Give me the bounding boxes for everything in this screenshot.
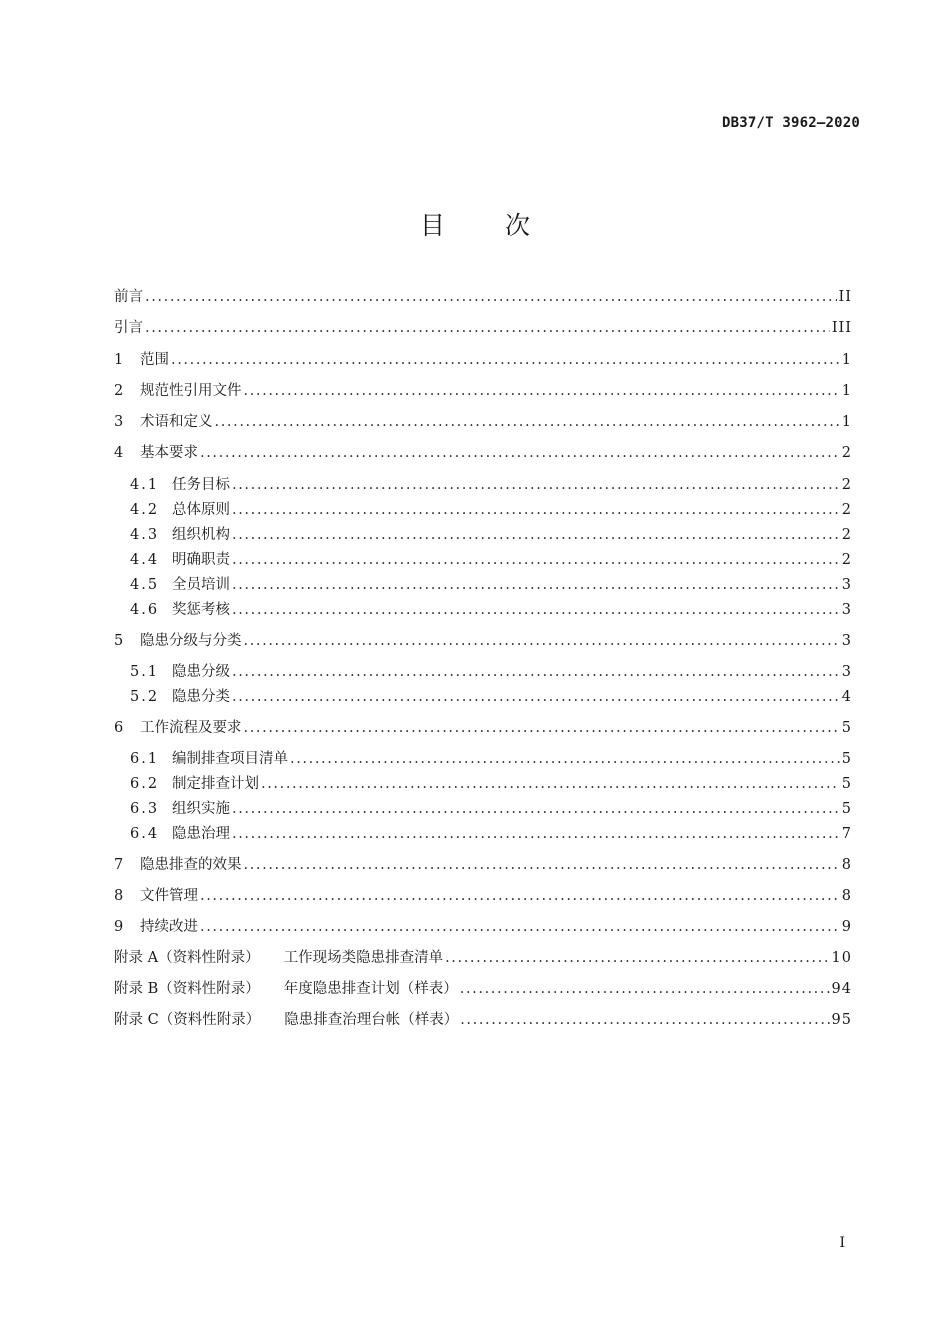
toc-leader-dots [232,499,840,521]
toc-entry[interactable] [114,854,852,876]
toc-entry[interactable] [114,442,852,464]
toc-entry-number: 5.2 [130,689,160,705]
toc-entry-label: 工作现场类隐患排查清单 [283,950,444,966]
toc-entry-label: 隐患排查的效果 [140,857,242,873]
toc-entry[interactable] [130,748,852,770]
toc-leader-dots [460,978,830,1000]
toc-entry-page: 5 [841,720,852,736]
toc-leader-dots [232,524,840,546]
toc-entry-page: 2 [841,527,852,543]
toc-entry-label: 范围 [140,352,169,368]
toc-entry[interactable] [130,823,852,845]
toc-leader-dots [244,717,840,739]
toc-leader-dots [460,1009,829,1031]
toc-entry-label: 术语和定义 [140,414,213,430]
page-number: I [839,1235,845,1251]
toc-entry-label: 组织实施 [172,801,230,817]
toc-entry-page: 9 [841,919,852,935]
toc-entry[interactable] [114,380,852,402]
toc-entry-number: 6.3 [130,801,160,817]
toc-entry-label: 隐患分类 [172,689,230,705]
toc-entry-page: 8 [841,857,852,873]
toc-entry-label: 明确职责 [172,552,230,568]
toc-entry-number: 4.4 [130,552,160,568]
toc-entry-label: 基本要求 [140,445,198,461]
toc-entry-label: 任务目标 [172,477,230,493]
toc-entry[interactable] [130,574,852,596]
toc-leader-dots [232,661,840,683]
toc-entry[interactable] [130,599,852,621]
toc-leader-dots [145,317,830,339]
toc-leader-dots [232,474,840,496]
toc-entry-number: 4.6 [130,602,160,618]
toc-leader-dots [215,411,840,433]
toc-leader-dots [244,630,840,652]
toc-entry-label: 工作流程及要求 [140,720,242,736]
toc-entry-page: II [838,289,852,305]
toc-entry-label: 持续改进 [140,919,198,935]
toc-entry[interactable] [130,661,852,683]
toc-entry-page: 2 [841,445,852,461]
toc-entry-page: 4 [841,689,852,705]
toc-entry-number: 附录 A（资料性附录） [114,950,260,966]
toc-leader-dots [145,286,837,308]
toc-entry-page: 3 [841,664,852,680]
toc-entry-label: 隐患治理 [172,826,230,842]
toc-entry[interactable] [130,549,852,571]
toc-entry[interactable] [130,798,852,820]
toc-entry[interactable] [130,499,852,521]
toc-entry-page: 5 [841,801,852,817]
toc-entry[interactable] [114,947,852,969]
toc-leader-dots [232,549,840,571]
toc-entry-number: 4.1 [130,477,160,493]
toc-entry-label: 全员培训 [172,577,230,593]
toc-entry-number: 6 [114,720,124,736]
toc-entry[interactable] [114,885,852,907]
toc-entry[interactable] [130,686,852,708]
toc-entry-page: 94 [831,981,852,997]
toc-entry-number: 5 [114,633,124,649]
toc-entry-number: 6.4 [130,826,160,842]
toc-entry-page: 1 [841,383,852,399]
toc-entry-number: 6.1 [130,751,160,767]
toc-entry-page: 3 [841,577,852,593]
toc-entry-page: 3 [841,633,852,649]
toc-entry[interactable] [114,349,852,371]
toc-leader-dots [232,823,840,845]
toc-entry[interactable] [114,978,852,1000]
toc-entry-page: 5 [841,776,852,792]
toc-entry-page: 2 [841,552,852,568]
toc-leader-dots [200,885,840,907]
toc-entry[interactable] [114,286,852,308]
toc-entry-page: 2 [841,502,852,518]
toc-entry-page: 5 [841,751,852,767]
toc-entry-number: 4.5 [130,577,160,593]
toc-entry-label: 总体原则 [172,502,230,518]
toc-entry-number: 3 [114,414,124,430]
toc-entry[interactable] [130,773,852,795]
toc-entry-label: 年度隐患排查计划（样表） [283,981,458,997]
toc-entry-number: 8 [114,888,124,904]
toc-entry-page: 7 [841,826,852,842]
toc-entry-number: 1 [114,352,124,368]
toc-entry-label: 隐患分级 [172,664,230,680]
toc-entry[interactable] [114,317,852,339]
toc-entry-page: 3 [841,602,852,618]
toc-entry-label: 隐患排查治理台帐（样表） [284,1012,459,1028]
toc-entry[interactable] [114,916,852,938]
toc-entry[interactable] [114,411,852,433]
toc-entry[interactable] [114,630,852,652]
toc-entry-label: 编制排查项目清单 [172,751,288,767]
toc-leader-dots [290,748,840,770]
toc-entry-number: 4.3 [130,527,160,543]
toc-entry-number: 4.2 [130,502,160,518]
toc-entry[interactable] [130,474,852,496]
toc-entry-page: III [831,320,852,336]
toc-entry-page: 8 [841,888,852,904]
toc-leader-dots [200,442,840,464]
toc-leader-dots [244,380,840,402]
toc-entry-page: 2 [841,477,852,493]
toc-entry-number: 7 [114,857,124,873]
document-code: DB37/T 3962—2020 [721,115,860,131]
toc-leader-dots [232,599,840,621]
toc-entry-label: 隐患分级与分类 [140,633,242,649]
toc-entry-number: 附录 C（资料性附录） [114,1012,261,1028]
toc-leader-dots [261,773,840,795]
toc-entry-label: 奖惩考核 [172,602,230,618]
toc-entry-page: 95 [831,1012,852,1028]
toc-entry-number: 6.2 [130,776,160,792]
toc-entry[interactable] [114,717,852,739]
toc-entry-number: 附录 B（资料性附录） [114,981,260,997]
toc-entry-label: 文件管理 [140,888,198,904]
toc-entry-label: 组织机构 [172,527,230,543]
toc-entry-label: 制定排查计划 [172,776,259,792]
toc-entry-label: 前言 [114,289,143,305]
page-title: 目 次 [420,211,556,240]
toc-entry-number: 5.1 [130,664,160,680]
toc-leader-dots [232,574,840,596]
toc-entry-label: 引言 [114,320,143,336]
toc-entry-number: 2 [114,383,124,399]
toc-entry[interactable] [114,1009,852,1031]
toc-leader-dots [232,798,840,820]
toc-entry-number: 4 [114,445,124,461]
toc-leader-dots [171,349,840,371]
toc-entry-number: 9 [114,919,124,935]
toc-entry[interactable] [130,524,852,546]
toc-leader-dots [232,686,840,708]
toc-entry-page: 10 [831,950,852,966]
toc-leader-dots [244,854,840,876]
toc-entry-page: 1 [841,352,852,368]
toc-leader-dots [200,916,840,938]
toc-entry-label: 规范性引用文件 [140,383,242,399]
toc-leader-dots [445,947,829,969]
toc-entry-page: 1 [841,414,852,430]
